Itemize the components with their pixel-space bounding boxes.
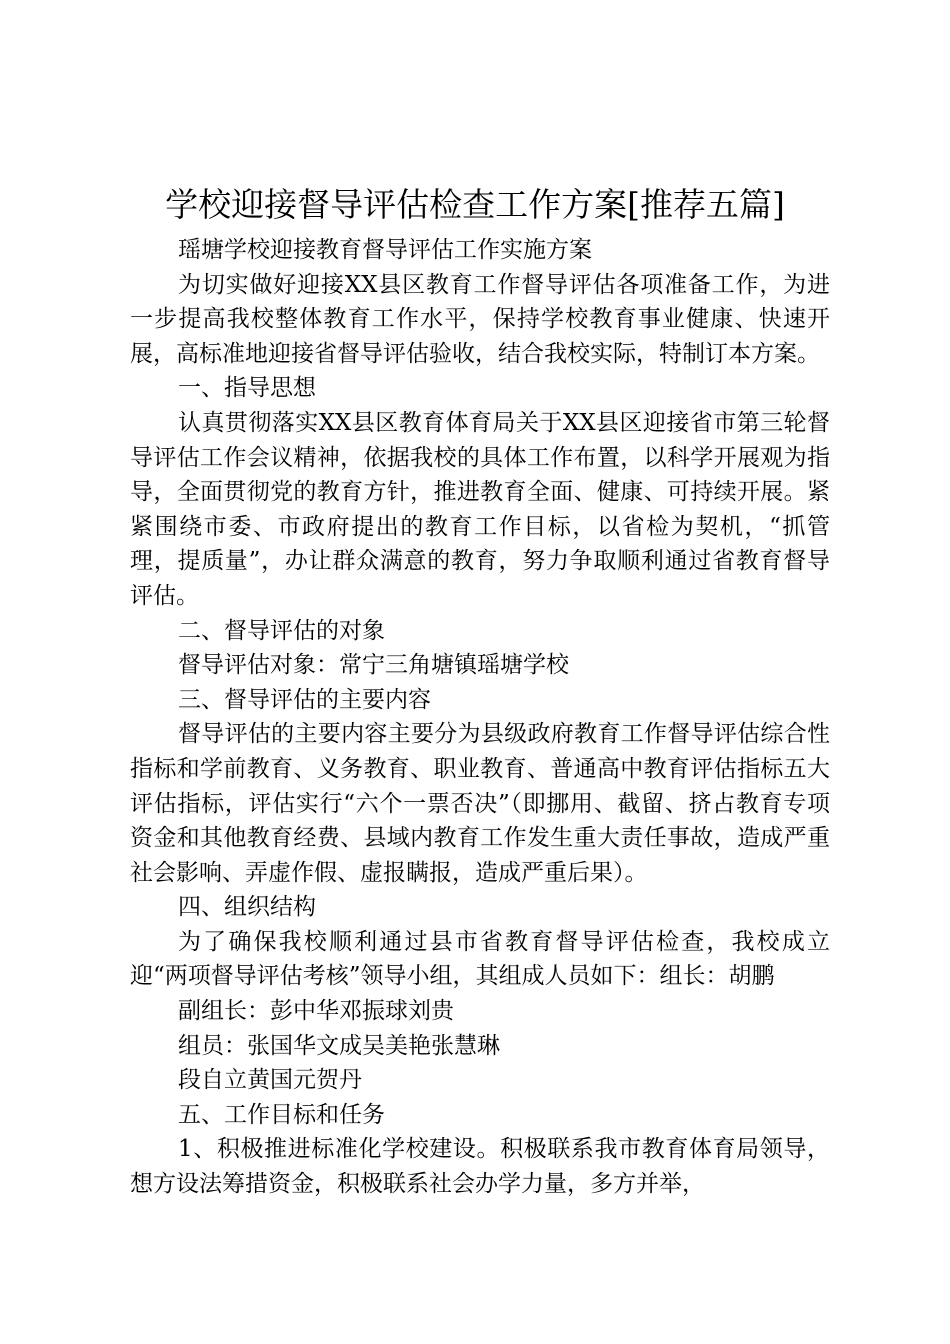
section-heading-goals-tasks: 五、工作目标和任务 [178,1101,385,1128]
section-heading-guiding-ideology: 一、指导思想 [178,375,316,402]
evaluation-target-paragraph: 督导评估对象：常宁三角塘镇瑶塘学校 [178,652,569,679]
main-content-paragraph: 督导评估的主要内容主要分为县级政府教育工作督导评估综合性指标和学前教育、义务教育、职业教育、普通高中教育评估指标五大评估指标，评估实行“六个一票否决”（即挪用、截留、挤占教育专项资金和其他教育经费、县域内教育工作发生重大责任事故，造成严重社会影响、弄虚作假、虚报瞒报，造成严重后果）。 [130,721,830,886]
section-heading-main-content: 三、督导评估的主要内容 [178,686,431,713]
members-continued-paragraph: 段自立黄国元贺丹 [178,1067,362,1094]
section-heading-evaluation-target: 二、督导评估的对象 [178,617,385,644]
document-title: 学校迎接督导评估检查工作方案[推荐五篇] [165,185,785,224]
organization-paragraph: 为了确保我校顺利通过县市省教育督导评估检查，我校成立迎“两项督导评估考核”领导小组，其组成人员如下：组长：胡鹏 [130,928,830,990]
intro-paragraph: 为切实做好迎接XX县区教育工作督导评估各项准备工作，为进一步提高我校整体教育工作水平，保持学校教育事业健康、快速开展，高标准地迎接省督导评估验收，结合我校实际，特制订本方案。 [130,271,830,367]
guiding-ideology-paragraph: 认真贯彻落实XX县区教育体育局关于XX县区迎接省市第三轮督导评估工作会议精神，依据我校的具体工作布置，以科学开展观为指导，全面贯彻党的教育方针，推进教育全面、健康、可持续开展。紧紧围绕市委、市政府提出的教育工作目标，以省检为契机，“抓管理，提质量”，办让群众满意的教育，努力争取顺利通过省教育督导评估。 [130,409,830,609]
members-paragraph: 组员：张国华文成吴美艳张慧琳 [178,1032,500,1059]
document-body [130,233,830,1202]
goals-tasks-paragraph: 1、积极推进标准化学校建设。积极联系我市教育体育局领导，想方设法筹措资金，积极联系社会办学力量，多方并举， [130,1136,830,1198]
subtitle-paragraph: 瑶塘学校迎接教育督导评估工作实施方案 [178,237,592,263]
section-heading-organization: 四、组织结构 [178,894,316,921]
deputy-leaders-paragraph: 副组长：彭中华邓振球刘贵 [178,998,454,1025]
